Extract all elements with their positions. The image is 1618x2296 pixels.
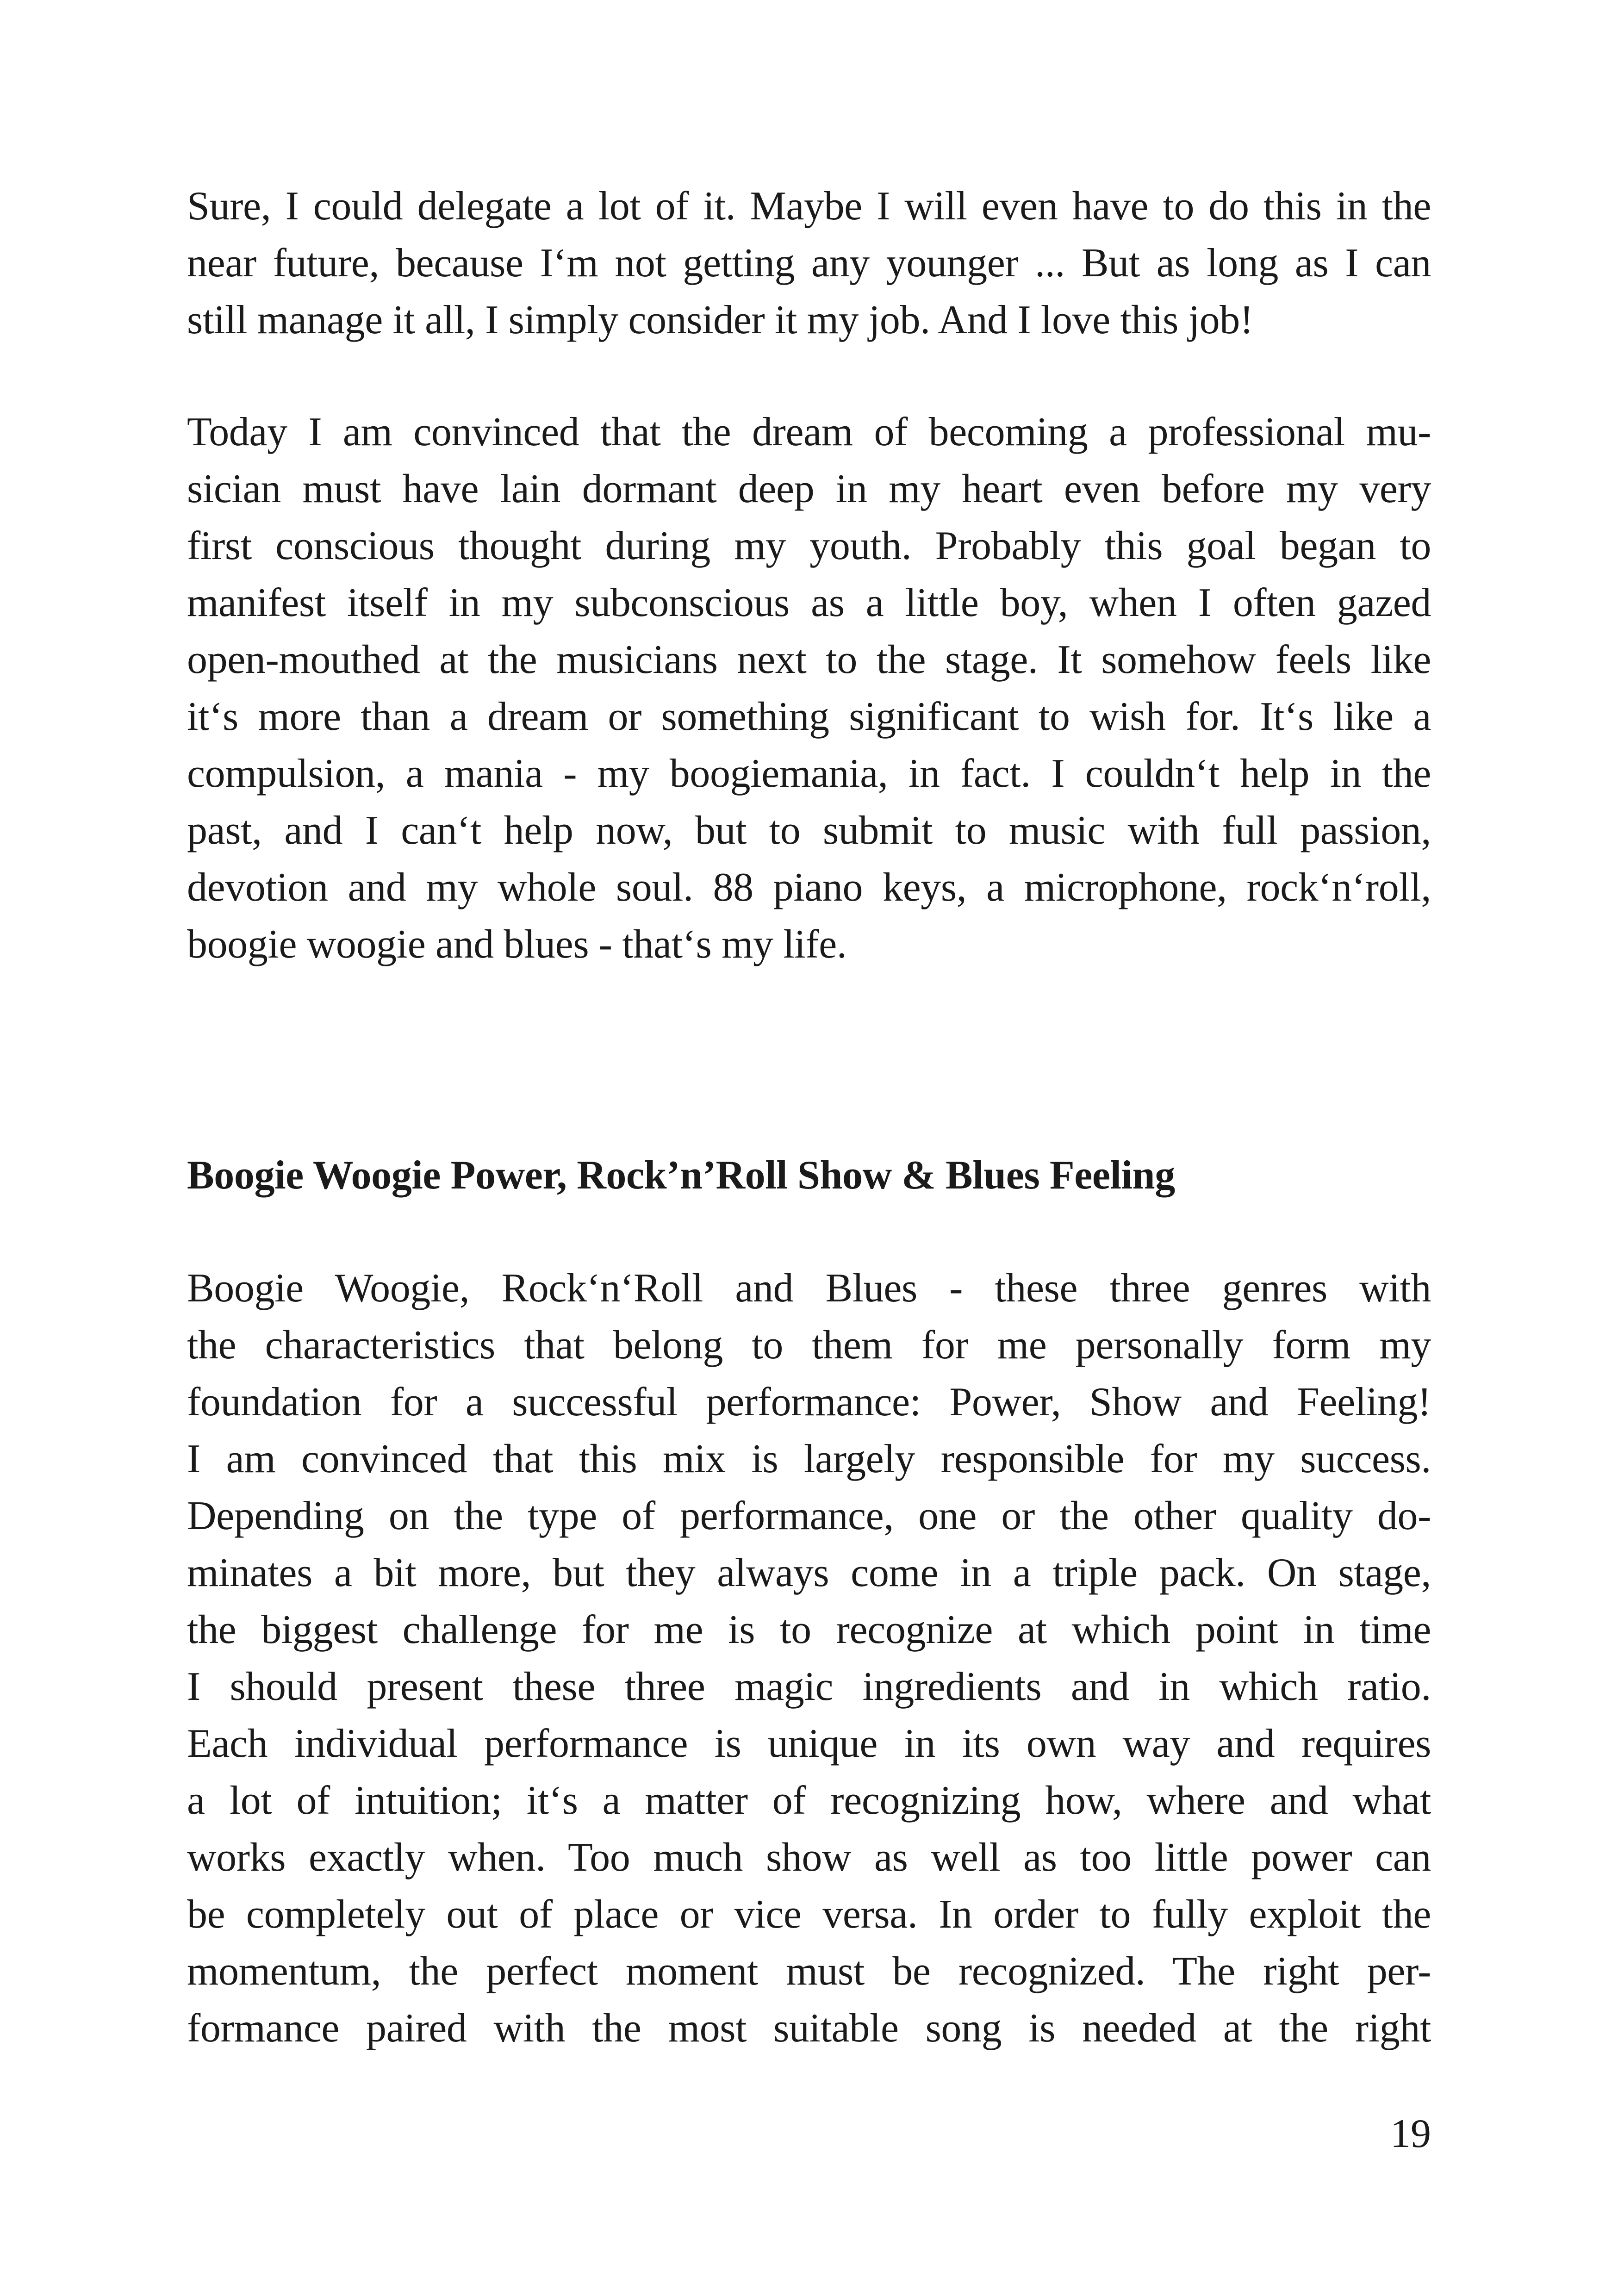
- text-line: devotion and my whole soul. 88 piano keys, a microphone, rock‘n‘roll,: [187, 865, 1431, 910]
- text-line: I should present these three magic ingredients and in which ratio.: [187, 1664, 1431, 1709]
- text-line: first conscious thought during my youth. Probably this goal began to: [187, 523, 1431, 568]
- text-line: I am convinced that this mix is largely responsible for my success.: [187, 1437, 1431, 1481]
- text-line: compulsion, a mania - my boogiemania, in fact. I couldn‘t help in the: [187, 751, 1431, 796]
- text-line: minates a bit more, but they always come in a triple pack. On stage,: [187, 1550, 1431, 1595]
- text-line: the characteristics that belong to them for me personally form my: [187, 1323, 1431, 1368]
- text-line: foundation for a successful performance: Power, Show and Feeling!: [187, 1380, 1431, 1425]
- text-line: Today I am convinced that the dream of becoming a professional mu-: [187, 410, 1431, 454]
- text-line: still manage it all, I simply consider it my job. And I love this job!: [187, 298, 1253, 342]
- text-line: Depending on the type of performance, one or the other quality do-: [187, 1493, 1431, 1538]
- text-line: past, and I can‘t help now, but to submit to music with full passion,: [187, 808, 1431, 853]
- paragraph-delegation: [187, 178, 1431, 348]
- text-line: be completely out of place or vice versa. In order to fully exploit the: [187, 1892, 1431, 1937]
- text-line: open-mouthed at the musicians next to the stage. It somehow feels like: [187, 637, 1431, 682]
- text-line: a lot of intuition; it‘s a matter of recognizing how, where and what: [187, 1778, 1431, 1823]
- text-line: manifest itself in my subconscious as a little boy, when I often gazed: [187, 580, 1431, 625]
- text-line: the biggest challenge for me is to recognize at which point in time: [187, 1607, 1431, 1652]
- text-line: near future, because I‘m not getting any younger ... But as long as I can: [187, 241, 1431, 286]
- page-number: 19: [1390, 2111, 1431, 2156]
- text-line: boogie woogie and blues - that‘s my life.: [187, 922, 847, 967]
- paragraph-genres: [187, 1260, 1431, 2057]
- paragraph-dream: [187, 404, 1431, 973]
- text-line: Sure, I could delegate a lot of it. Maybe I will even have to do this in the: [187, 184, 1431, 229]
- section-heading: Boogie Woogie Power, Rock’n’Roll Show & Blues Feeling: [187, 1153, 1175, 1198]
- text-line: works exactly when. Too much show as well as too little power can: [187, 1835, 1431, 1880]
- text-line: sician must have lain dormant deep in my heart even before my very: [187, 467, 1431, 511]
- text-line: formance paired with the most suitable song is needed at the right: [187, 2006, 1431, 2051]
- text-line: Each individual performance is unique in its own way and requires: [187, 1721, 1431, 1766]
- text-line: momentum, the perfect moment must be recognized. The right per-: [187, 1949, 1431, 1994]
- text-line: it‘s more than a dream or something significant to wish for. It‘s like a: [187, 694, 1431, 739]
- text-line: Boogie Woogie, Rock‘n‘Roll and Blues - these three genres with: [187, 1266, 1431, 1311]
